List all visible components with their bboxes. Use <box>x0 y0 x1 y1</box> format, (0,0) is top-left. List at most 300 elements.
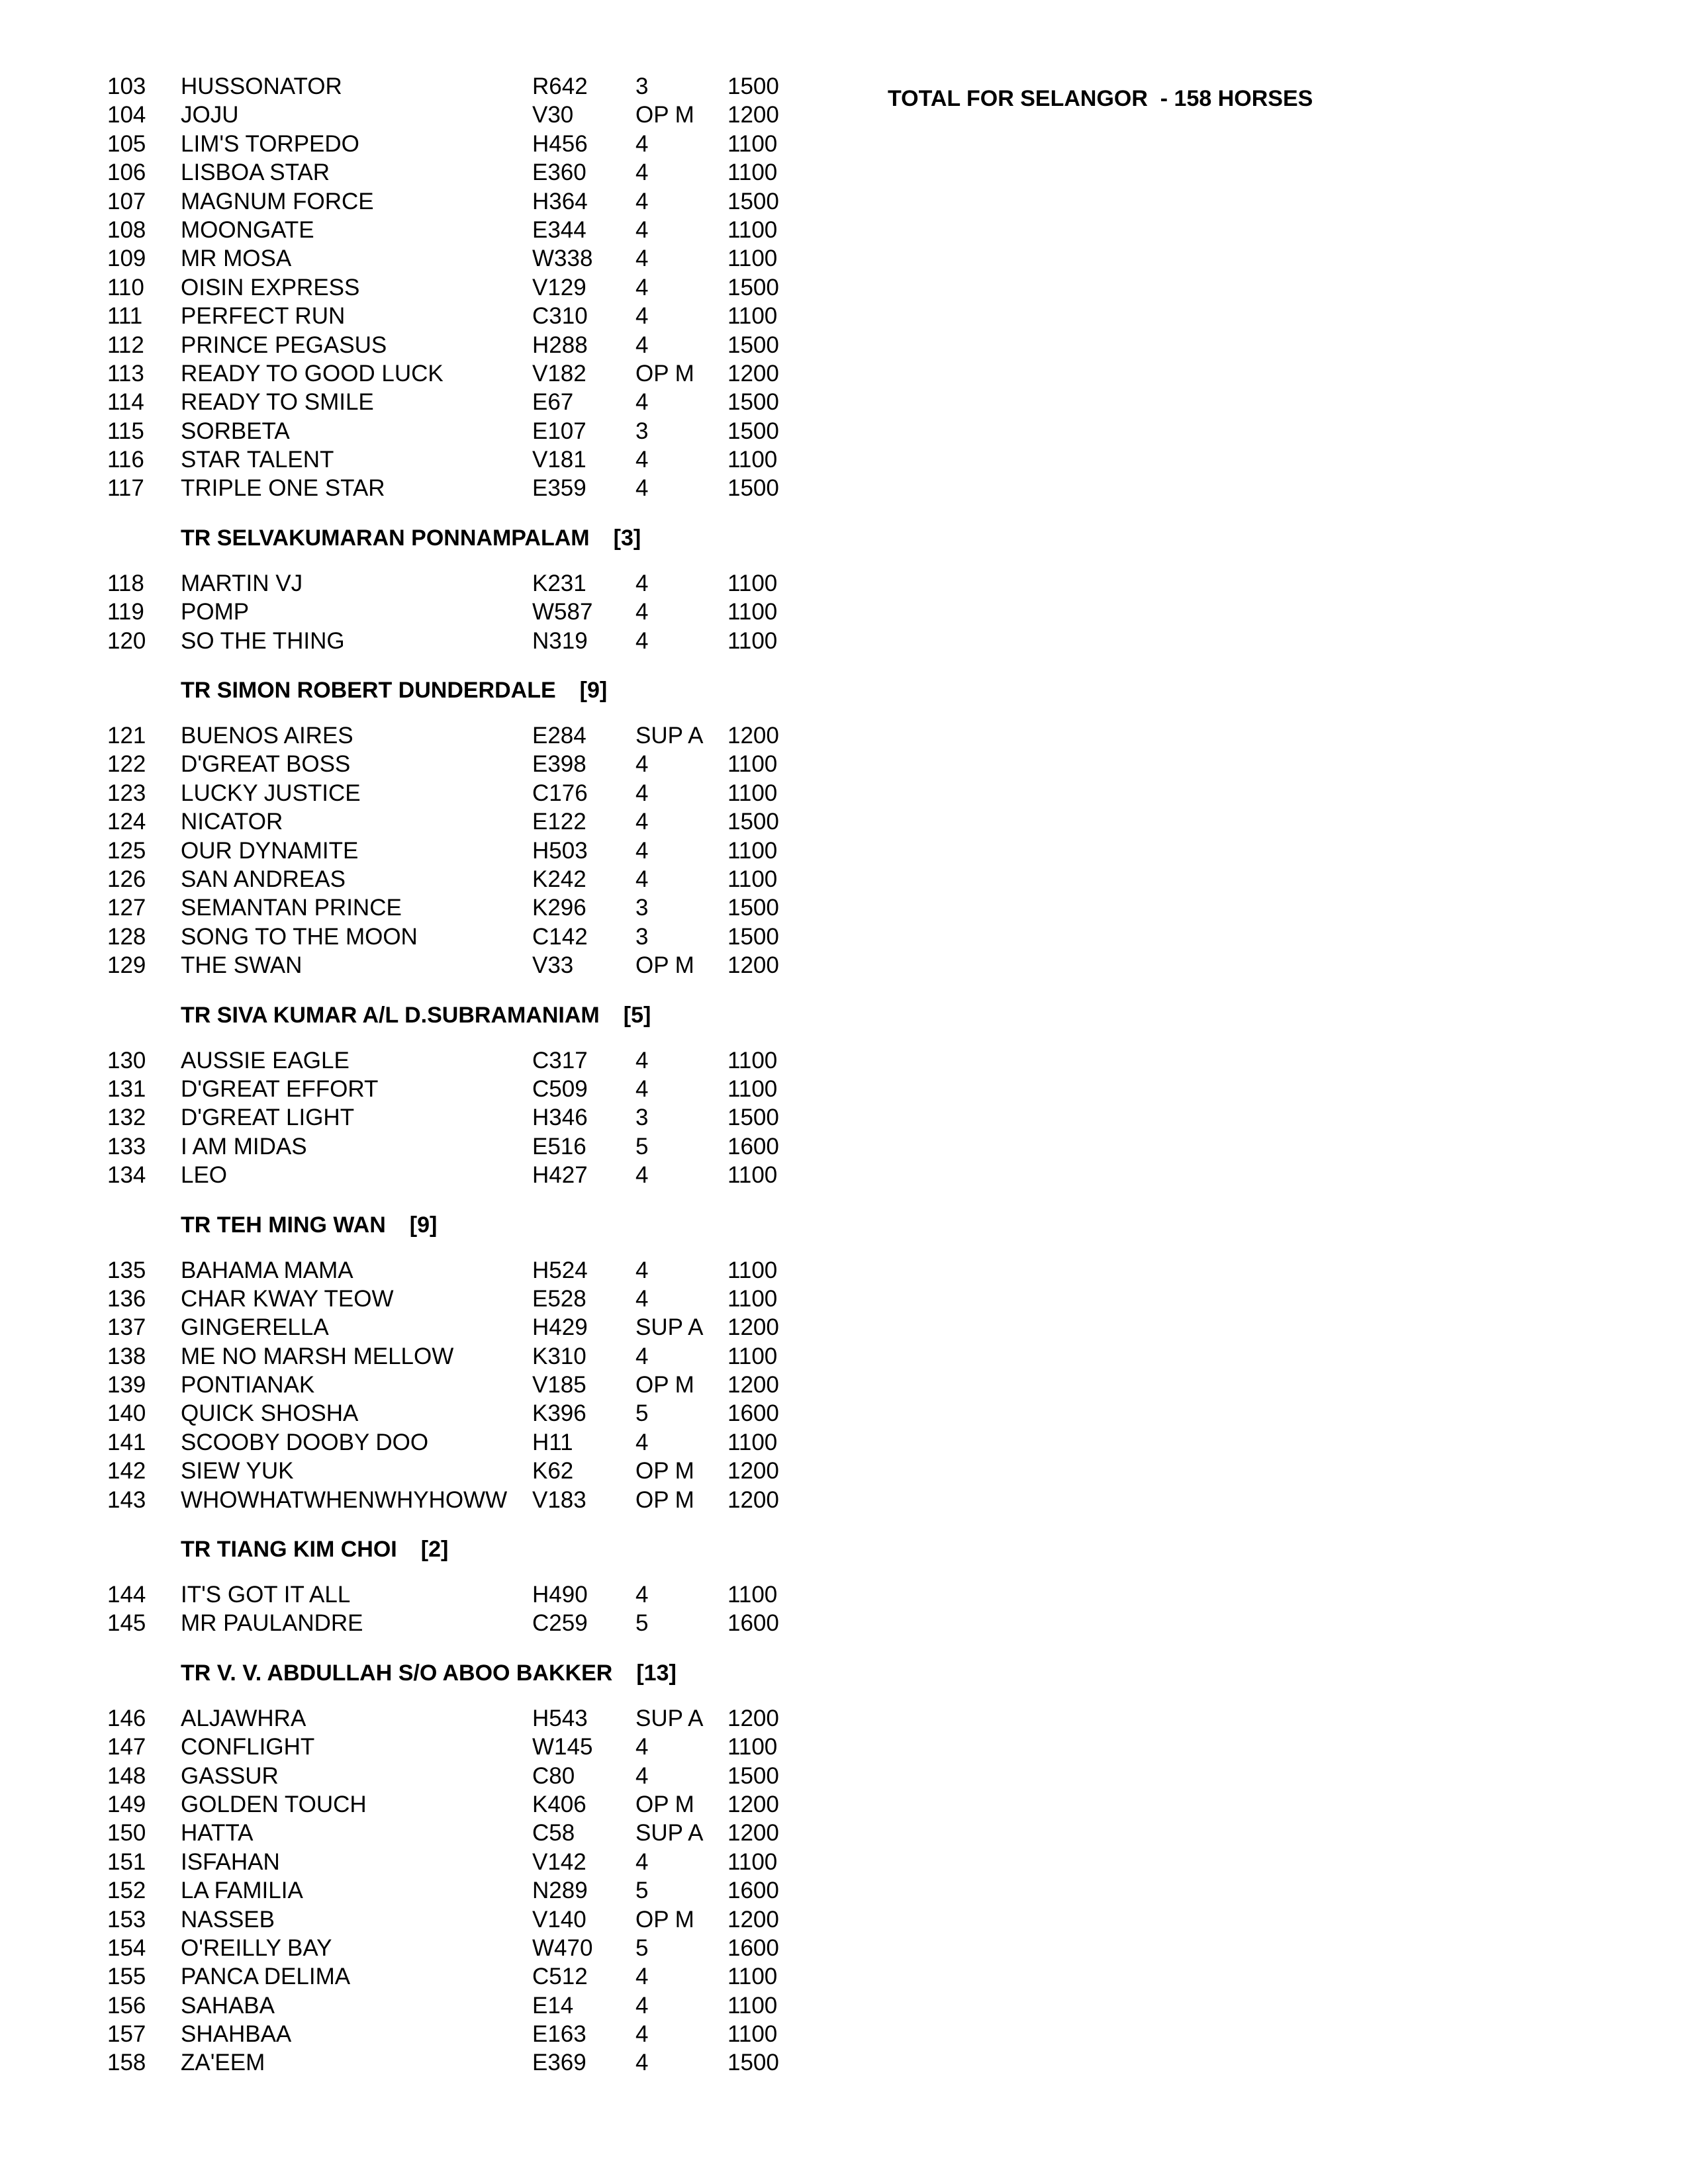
horse-name: MR MOSA <box>181 246 292 272</box>
horse-code: E528 <box>532 1285 586 1312</box>
horse-weight: 1200 <box>727 360 779 387</box>
horse-row <box>107 1313 835 1342</box>
horse-code: K396 <box>532 1400 586 1427</box>
trainer-horse-count: [5] <box>623 1002 651 1028</box>
horse-rating: 4 <box>635 1848 649 1875</box>
horse-name: D'GREAT EFFORT <box>181 1075 379 1102</box>
horse-rating: 4 <box>635 1047 649 1073</box>
horse-rating: 4 <box>635 1734 649 1760</box>
horse-rating: 5 <box>635 1934 649 1961</box>
horse-weight: 1600 <box>727 1610 779 1637</box>
horse-rating: 4 <box>635 1964 649 1990</box>
horse-code: V129 <box>532 274 586 300</box>
horse-number: 107 <box>107 188 146 214</box>
horse-row <box>107 923 835 951</box>
horse-name: SCOOBY DOOBY DOO <box>181 1429 429 1455</box>
horse-number: 158 <box>107 2050 146 2076</box>
horse-rating: 4 <box>635 274 649 300</box>
horse-number: 116 <box>107 447 144 473</box>
horse-number: 122 <box>107 751 146 778</box>
horse-number: 113 <box>107 360 144 387</box>
horse-code: W470 <box>532 1934 593 1961</box>
horse-row <box>107 1075 835 1103</box>
horse-rating: OP M <box>635 102 694 128</box>
horse-row <box>107 1285 835 1313</box>
horse-weight: 1100 <box>727 599 778 625</box>
horse-number: 137 <box>107 1314 146 1341</box>
horse-weight: 1100 <box>727 1047 778 1073</box>
horse-rating: 4 <box>635 389 649 416</box>
horse-name: PONTIANAK <box>181 1372 315 1398</box>
trainer-name: TR SELVAKUMARAN PONNAMPALAM <box>181 525 590 551</box>
horse-weight: 1100 <box>727 1582 778 1608</box>
horse-row <box>107 1790 835 1819</box>
horse-rating: 4 <box>635 2050 649 2076</box>
horse-name: CHAR KWAY TEOW <box>181 1285 394 1312</box>
horse-row <box>107 244 835 273</box>
horse-number: 144 <box>107 1582 146 1608</box>
horse-row <box>107 2048 835 2077</box>
trainer-horse-count: [9] <box>409 1212 438 1238</box>
horse-weight: 1100 <box>727 751 778 778</box>
trainer-heading <box>107 675 835 705</box>
trainer-horse-count: [3] <box>613 525 641 551</box>
horse-code: W587 <box>532 599 593 625</box>
horse-row <box>107 1457 835 1485</box>
horse-row <box>107 2020 835 2048</box>
horse-rating: 4 <box>635 1285 649 1312</box>
horse-weight: 1200 <box>727 1791 779 1817</box>
horse-code: N319 <box>532 627 588 654</box>
trainer-heading <box>107 1000 835 1030</box>
horse-row <box>107 1486 835 1514</box>
horse-rating: OP M <box>635 360 694 387</box>
horse-name: D'GREAT BOSS <box>181 751 351 778</box>
horse-number: 149 <box>107 1791 146 1817</box>
horse-row <box>107 837 835 865</box>
horse-row <box>107 750 835 778</box>
horse-code: C317 <box>532 1047 588 1073</box>
horse-code: E516 <box>532 1133 586 1160</box>
horse-row <box>107 1609 835 1637</box>
horse-code: W145 <box>532 1734 593 1760</box>
horse-name: POMP <box>181 599 250 625</box>
horse-rating: 4 <box>635 570 649 596</box>
horse-name: MAGNUM FORCE <box>181 188 374 214</box>
horse-rating: SUP A <box>635 1820 704 1846</box>
horse-listing <box>107 72 835 2077</box>
horse-name: MOONGATE <box>181 216 314 243</box>
horse-number: 140 <box>107 1400 146 1427</box>
horse-code: C58 <box>532 1820 575 1846</box>
horse-weight: 1500 <box>727 475 779 502</box>
horse-rating: OP M <box>635 1372 694 1398</box>
horse-row <box>107 302 835 330</box>
horse-code: E398 <box>532 751 586 778</box>
horse-name: ISFAHAN <box>181 1848 280 1875</box>
horse-row <box>107 1905 835 1934</box>
horse-rating: 3 <box>635 1105 649 1131</box>
horse-weight: 1500 <box>727 923 779 950</box>
horse-rating: 3 <box>635 923 649 950</box>
horse-weight: 1200 <box>727 1906 779 1933</box>
horse-row <box>107 1991 835 2020</box>
horse-number: 157 <box>107 2021 146 2048</box>
horse-row <box>107 807 835 836</box>
horse-code: V183 <box>532 1486 586 1513</box>
horse-weight: 1100 <box>727 1162 778 1189</box>
horse-rating: 4 <box>635 780 649 806</box>
horse-weight: 1600 <box>727 1934 779 1961</box>
horse-code: H524 <box>532 1257 588 1283</box>
horse-name: READY TO GOOD LUCK <box>181 360 444 387</box>
horse-number: 146 <box>107 1705 146 1731</box>
horse-number: 120 <box>107 627 146 654</box>
horse-code: C512 <box>532 1964 588 1990</box>
trainer-heading <box>107 523 835 553</box>
horse-number: 143 <box>107 1486 146 1513</box>
trainer-horse-count: [13] <box>636 1660 677 1686</box>
horse-row <box>107 187 835 216</box>
trainer-heading <box>107 1210 835 1240</box>
horse-name: HATTA <box>181 1820 254 1846</box>
horse-code: E284 <box>532 723 586 749</box>
horse-rating: 5 <box>635 1610 649 1637</box>
horse-row <box>107 569 835 598</box>
horse-name: MARTIN VJ <box>181 570 303 596</box>
horse-code: V185 <box>532 1372 586 1398</box>
horse-row <box>107 1819 835 1847</box>
horse-number: 125 <box>107 837 146 864</box>
horse-name: READY TO SMILE <box>181 389 374 416</box>
horse-number: 133 <box>107 1133 146 1160</box>
horse-number: 123 <box>107 780 146 806</box>
horse-weight: 1100 <box>727 1429 778 1455</box>
horse-row <box>107 779 835 807</box>
trainer-name: TR SIVA KUMAR A/L D.SUBRAMANIAM <box>181 1002 600 1028</box>
horse-weight: 1100 <box>727 1992 778 2019</box>
horse-code: R642 <box>532 73 588 99</box>
horse-weight: 1100 <box>727 130 778 157</box>
horse-name: ZA'EEM <box>181 2050 265 2076</box>
horse-number: 134 <box>107 1162 146 1189</box>
horse-weight: 1100 <box>727 837 778 864</box>
horse-name: AUSSIE EAGLE <box>181 1047 350 1073</box>
trainer-heading <box>107 1658 835 1688</box>
horse-number: 141 <box>107 1429 146 1455</box>
horse-code: E122 <box>532 809 586 835</box>
horse-weight: 1100 <box>727 1848 778 1875</box>
horse-code: H429 <box>532 1314 588 1341</box>
horse-number: 103 <box>107 73 146 99</box>
horse-weight: 1500 <box>727 1105 779 1131</box>
horse-name: LUCKY JUSTICE <box>181 780 361 806</box>
horse-row <box>107 1848 835 1876</box>
horse-row <box>107 893 835 922</box>
horse-name: OISIN EXPRESS <box>181 274 360 300</box>
horse-name: SONG TO THE MOON <box>181 923 418 950</box>
horse-code: E14 <box>532 1992 574 2019</box>
horse-row <box>107 1934 835 1962</box>
horse-weight: 1500 <box>727 274 779 300</box>
horse-weight: 1200 <box>727 1486 779 1513</box>
horse-weight: 1100 <box>727 1964 778 1990</box>
horse-name: STAR TALENT <box>181 447 334 473</box>
horse-weight: 1100 <box>727 866 778 892</box>
horse-code: E163 <box>532 2021 586 2048</box>
horse-code: C310 <box>532 303 588 330</box>
horse-rating: 4 <box>635 866 649 892</box>
horse-row <box>107 1342 835 1371</box>
horse-row <box>107 216 835 244</box>
horse-weight: 1500 <box>727 1762 779 1789</box>
horse-number: 131 <box>107 1075 146 1102</box>
horse-number: 148 <box>107 1762 146 1789</box>
horse-number: 117 <box>107 475 144 502</box>
horse-number: 145 <box>107 1610 146 1637</box>
horse-code: E344 <box>532 216 586 243</box>
horse-row <box>107 721 835 750</box>
horse-code: H456 <box>532 130 588 157</box>
horse-name: PERFECT RUN <box>181 303 346 330</box>
horse-row <box>107 1704 835 1733</box>
horse-weight: 1200 <box>727 102 779 128</box>
horse-code: H346 <box>532 1105 588 1131</box>
horse-name: NICATOR <box>181 809 283 835</box>
horse-code: K310 <box>532 1343 586 1369</box>
horse-name: HUSSONATOR <box>181 73 342 99</box>
horse-code: H427 <box>532 1162 588 1189</box>
horse-rating: OP M <box>635 952 694 979</box>
horse-code: K62 <box>532 1458 574 1484</box>
horse-name: D'GREAT LIGHT <box>181 1105 355 1131</box>
horse-weight: 1100 <box>727 627 778 654</box>
horse-weight: 1600 <box>727 1400 779 1427</box>
horse-name: SHAHBAA <box>181 2021 292 2048</box>
horse-code: H288 <box>532 332 588 358</box>
horse-name: CONFLIGHT <box>181 1734 315 1760</box>
horse-name: SIEW YUK <box>181 1458 294 1484</box>
horse-rating: 4 <box>635 447 649 473</box>
horse-rating: 4 <box>635 1992 649 2019</box>
horse-row <box>107 101 835 129</box>
horse-weight: 1100 <box>727 1734 778 1760</box>
horse-name: O'REILLY BAY <box>181 1934 332 1961</box>
horse-weight: 1500 <box>727 188 779 214</box>
horse-rating: 4 <box>635 751 649 778</box>
horse-rating: OP M <box>635 1486 694 1513</box>
horse-code: E107 <box>532 418 586 444</box>
horse-weight: 1200 <box>727 1372 779 1398</box>
horse-row <box>107 130 835 158</box>
horse-code: C259 <box>532 1610 588 1637</box>
horse-rating: SUP A <box>635 723 704 749</box>
horse-name: PRINCE PEGASUS <box>181 332 387 358</box>
horse-rating: 3 <box>635 73 649 99</box>
horse-row <box>107 1962 835 1991</box>
horse-code: K296 <box>532 895 586 921</box>
horse-number: 155 <box>107 1964 146 1990</box>
horse-number: 139 <box>107 1372 146 1398</box>
horse-number: 112 <box>107 332 144 358</box>
horse-number: 115 <box>107 418 144 444</box>
horse-rating: 4 <box>635 188 649 214</box>
horse-weight: 1600 <box>727 1878 779 1904</box>
horse-name: WHOWHATWHENWHYHOWW <box>181 1486 508 1513</box>
horse-number: 114 <box>107 389 144 416</box>
horse-row <box>107 72 835 101</box>
trainer-heading <box>107 1534 835 1565</box>
horse-weight: 1100 <box>727 246 778 272</box>
horse-row <box>107 1371 835 1399</box>
horse-number: 154 <box>107 1934 146 1961</box>
horse-weight: 1100 <box>727 303 778 330</box>
horse-rating: 4 <box>635 159 649 186</box>
horse-row <box>107 627 835 655</box>
horse-name: SORBETA <box>181 418 290 444</box>
horse-weight: 1500 <box>727 389 779 416</box>
horse-code: K406 <box>532 1791 586 1817</box>
horse-name: BUENOS AIRES <box>181 723 353 749</box>
horse-rating: OP M <box>635 1791 694 1817</box>
horse-rating: 4 <box>635 1429 649 1455</box>
horse-name: SAHABA <box>181 1992 275 2019</box>
horse-row <box>107 273 835 302</box>
horse-name: OUR DYNAMITE <box>181 837 359 864</box>
horse-code: C509 <box>532 1075 588 1102</box>
horse-rating: 4 <box>635 809 649 835</box>
horse-name: TRIPLE ONE STAR <box>181 475 385 502</box>
horse-number: 106 <box>107 159 146 186</box>
horse-rating: OP M <box>635 1906 694 1933</box>
horse-row <box>107 158 835 187</box>
horse-rating: 5 <box>635 1400 649 1427</box>
horse-code: C142 <box>532 923 588 950</box>
horse-number: 153 <box>107 1906 146 1933</box>
horse-row <box>107 1256 835 1285</box>
horse-number: 119 <box>107 599 144 625</box>
horse-weight: 1100 <box>727 2021 778 2048</box>
trainer-name: TR TIANG KIM CHOI <box>181 1537 397 1563</box>
horse-number: 135 <box>107 1257 146 1283</box>
horse-number: 126 <box>107 866 146 892</box>
horse-weight: 1200 <box>727 1314 779 1341</box>
horse-number: 129 <box>107 952 146 979</box>
trainer-horse-count: [2] <box>420 1537 449 1563</box>
total-horses-summary: TOTAL FOR SELANGOR - 158 HORSES <box>888 86 1313 111</box>
horse-row <box>107 951 835 979</box>
horse-number: 151 <box>107 1848 146 1875</box>
horse-weight: 1100 <box>727 216 778 243</box>
horse-number: 127 <box>107 895 146 921</box>
horse-code: W338 <box>532 246 593 272</box>
horse-weight: 1500 <box>727 332 779 358</box>
horse-name: SEMANTAN PRINCE <box>181 895 402 921</box>
horse-row <box>107 417 835 445</box>
horse-name: ME NO MARSH MELLOW <box>181 1343 454 1369</box>
horse-number: 110 <box>107 274 144 300</box>
horse-name: THE SWAN <box>181 952 303 979</box>
horse-weight: 1100 <box>727 780 778 806</box>
horse-name: SAN ANDREAS <box>181 866 346 892</box>
horse-weight: 1100 <box>727 1257 778 1283</box>
horse-code: N289 <box>532 1878 588 1904</box>
horse-row <box>107 1733 835 1761</box>
horse-weight: 1500 <box>727 2050 779 2076</box>
horse-name: LA FAMILIA <box>181 1878 303 1904</box>
horse-number: 130 <box>107 1047 146 1073</box>
horse-code: E360 <box>532 159 586 186</box>
horse-row <box>107 1399 835 1428</box>
horse-name: LIM'S TORPEDO <box>181 130 359 157</box>
horse-row <box>107 388 835 416</box>
horse-number: 109 <box>107 246 146 272</box>
horse-code: H490 <box>532 1582 588 1608</box>
horse-name: LEO <box>181 1162 228 1189</box>
horse-code: E369 <box>532 2050 586 2076</box>
horse-code: K242 <box>532 866 586 892</box>
horse-weight: 1200 <box>727 1458 779 1484</box>
horse-number: 156 <box>107 1992 146 2019</box>
horse-weight: 1500 <box>727 418 779 444</box>
horse-name: PANCA DELIMA <box>181 1964 351 1990</box>
horse-rating: 4 <box>635 1582 649 1608</box>
horse-number: 128 <box>107 923 146 950</box>
horse-code: H364 <box>532 188 588 214</box>
trainer-name: TR TEH MING WAN <box>181 1212 386 1238</box>
horse-name: LISBOA STAR <box>181 159 330 186</box>
horse-number: 152 <box>107 1878 146 1904</box>
horse-rating: 4 <box>635 303 649 330</box>
horse-row <box>107 865 835 893</box>
horse-rating: 4 <box>635 332 649 358</box>
horse-code: V30 <box>532 102 574 128</box>
horse-rating: 3 <box>635 895 649 921</box>
horse-weight: 1100 <box>727 447 778 473</box>
horse-weight: 1500 <box>727 809 779 835</box>
horse-rating: 4 <box>635 475 649 502</box>
horse-name: GASSUR <box>181 1762 279 1789</box>
horse-code: H503 <box>532 837 588 864</box>
horse-row <box>107 1762 835 1790</box>
horse-number: 104 <box>107 102 146 128</box>
horse-number: 105 <box>107 130 146 157</box>
horse-rating: 4 <box>635 1343 649 1369</box>
horse-name: BAHAMA MAMA <box>181 1257 353 1283</box>
horse-code: H543 <box>532 1705 588 1731</box>
horse-name: MR PAULANDRE <box>181 1610 363 1637</box>
trainer-name: TR SIMON ROBERT DUNDERDALE <box>181 678 556 704</box>
horse-weight: 1200 <box>727 952 779 979</box>
horse-code: H11 <box>532 1429 573 1455</box>
horse-rating: 4 <box>635 130 649 157</box>
horse-name: ALJAWHRA <box>181 1705 306 1731</box>
horse-rating: SUP A <box>635 1314 704 1341</box>
horse-number: 124 <box>107 809 146 835</box>
horse-code: E359 <box>532 475 586 502</box>
horse-number: 150 <box>107 1820 146 1846</box>
horse-number: 142 <box>107 1458 146 1484</box>
trainer-name: TR V. V. ABDULLAH S/O ABOO BAKKER <box>181 1660 613 1686</box>
horse-code: V182 <box>532 360 586 387</box>
horse-row <box>107 1046 835 1075</box>
horse-weight: 1100 <box>727 570 778 596</box>
horse-code: C176 <box>532 780 588 806</box>
horse-name: NASSEB <box>181 1906 275 1933</box>
horse-number: 136 <box>107 1285 146 1312</box>
horse-number: 118 <box>107 570 144 596</box>
horse-name: JOJU <box>181 102 239 128</box>
